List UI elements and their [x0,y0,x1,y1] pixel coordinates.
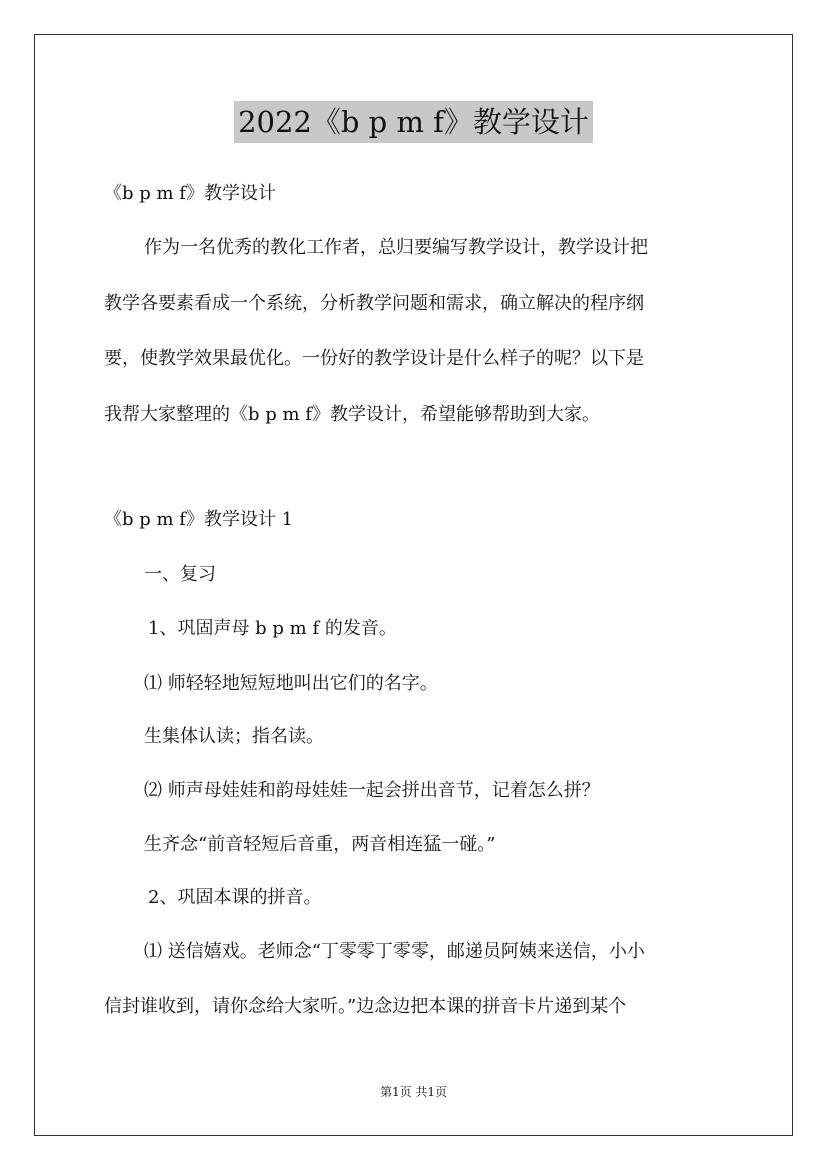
list-item: 生齐念“前音轻短后音重，两音相连猛一碰。” [144,834,496,855]
list-item: ⑵ 师声母娃娃和韵母娃娃一起会拼出音节，记着怎么拼？ [144,780,600,801]
intro-paragraph-line: 教学各要素看成一个系统，分析教学问题和需求，确立解决的程序纲 [104,293,644,314]
intro-paragraph-line: 要，使教学效果最优化。一份好的教学设计是什么样子的呢？以下是 [104,348,644,369]
list-item: ⑴ 送信嬉戏。老师念“丁零零丁零零，邮递员阿姨来送信，小小 [144,941,645,962]
document-title-wrap [0,101,827,143]
intro-heading: 《b p m f》教学设计 [104,183,276,204]
review-heading: 一、复习 [144,564,216,585]
list-item: 2、巩固本课的拼音。 [148,887,322,908]
document-title: 2022《b p m f》教学设计 [234,101,593,143]
list-item: ⑴ 师轻轻地短短地叫出它们的名字。 [144,673,438,694]
list-item: 生集体认读；指名读。 [144,726,324,747]
section-heading: 《b p m f》教学设计 1 [104,509,294,530]
list-item: 信封谁收到，请你念给大家听。”边念边把本课的拼音卡片递到某个 [104,996,627,1017]
intro-paragraph-line: 我帮大家整理的《b p m f》教学设计，希望能够帮助到大家。 [104,404,600,425]
intro-paragraph-line: 作为一名优秀的教化工作者，总归要编写教学设计，教学设计把 [144,237,648,258]
page-number: 第1页 共1页 [379,1085,448,1099]
list-item: 1、巩固声母 b p m f 的发音。 [148,618,397,639]
